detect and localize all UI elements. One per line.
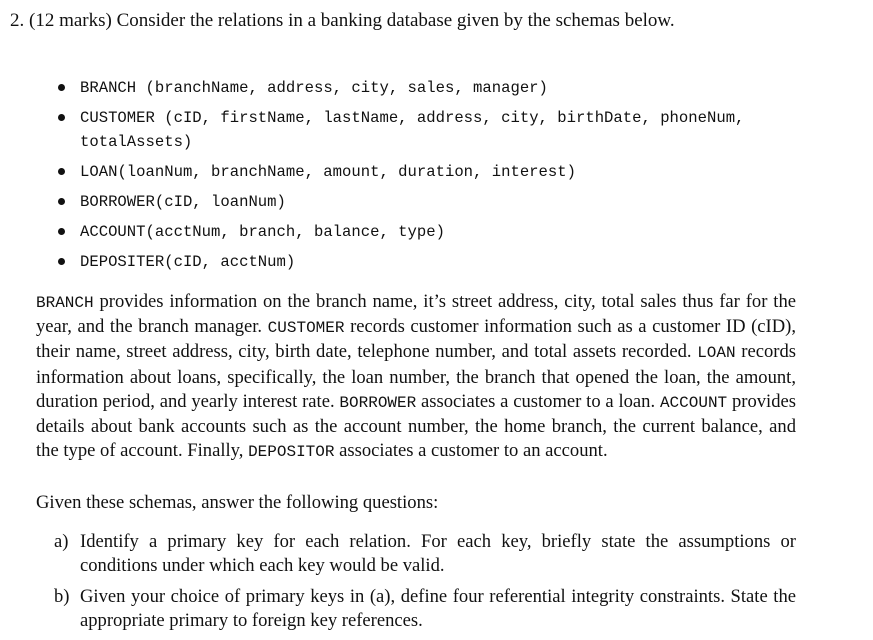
bullet-icon	[58, 258, 65, 265]
schema-name: LOAN	[80, 163, 118, 181]
description-text: records information about loans, specifically, the loan number, the branch that opened the loan, the amount, duration period, and yearly interest rate.	[36, 341, 796, 412]
description-text: provides information on the branch name, it’s street address, city, total sales thus far for the year, and the branch manager.	[36, 291, 796, 338]
schema-name: CUSTOMER	[80, 109, 155, 127]
question-parts	[54, 530, 796, 640]
relation-name: BORROWER	[339, 393, 417, 412]
bullet-icon	[58, 114, 65, 121]
part-label: b)	[54, 586, 70, 607]
question-prompt: (12 marks) Consider the relations in a banking database given by the schemas below.	[29, 10, 675, 31]
question-part-b	[54, 585, 796, 632]
schema-description	[36, 290, 796, 464]
part-text: Identify a primary key for each relation. For each key, briefly state the assumptions or conditions under which each key would be valid.	[80, 531, 796, 576]
question-header	[10, 9, 675, 33]
schema-attributes: (loanNum, branchName, amount, duration, interest)	[117, 163, 576, 181]
bullet-icon	[58, 168, 65, 175]
schema-item-customer	[58, 106, 858, 154]
schema-attributes: (acctNum, branch, balance, type)	[145, 223, 445, 241]
schema-item-loan	[58, 160, 858, 184]
description-text: provides details about bank accounts such as the account number, the home branch, the current balance, and the type of account. Finally,	[36, 390, 796, 462]
schema-item-depositer	[58, 250, 858, 274]
bullet-icon	[58, 198, 65, 205]
bullet-icon	[58, 84, 65, 91]
schema-item-branch	[58, 76, 858, 100]
description-text: associates a customer to an account.	[334, 440, 608, 462]
description-text: associates a customer to a loan.	[416, 390, 660, 412]
relation-name: BRANCH	[36, 294, 94, 312]
schema-item-account	[58, 220, 858, 244]
schema-name: ACCOUNT	[80, 223, 146, 241]
bullet-icon	[58, 228, 65, 235]
question-number: 2.	[10, 10, 25, 31]
relation-name: ACCOUNT	[659, 393, 728, 412]
relation-name: LOAN	[697, 344, 736, 363]
schema-name: BORROWER	[80, 193, 155, 211]
schema-attributes: (branchName, address, city, sales, manager)	[145, 79, 548, 97]
relation-name: DEPOSITOR	[248, 443, 335, 462]
schema-name: DEPOSITER	[80, 253, 165, 271]
schema-item-borrower	[58, 190, 858, 214]
question-part-a	[54, 530, 796, 577]
schema-attributes: (cID, acctNum)	[164, 253, 296, 271]
schema-list	[58, 76, 858, 280]
part-text: Given your choice of primary keys in (a), define four referential integrity constraints. State the appropriate primary to foreign key references.	[80, 586, 796, 631]
schema-attributes: (cID, loanNum)	[154, 193, 286, 211]
description-text: records customer information such as a customer ID (cID), their name, street address, city, birth date, telephone number, and total assets recorded.	[36, 316, 797, 363]
schema-attributes: (cID, firstName, lastName, address, city, birthDate, phoneNum, totalAssets)	[80, 109, 745, 151]
given-instruction: Given these schemas, answer the following questions:	[36, 492, 439, 513]
part-label: a)	[54, 531, 69, 552]
relation-name: CUSTOMER	[267, 319, 345, 338]
schema-name: BRANCH	[80, 79, 137, 97]
